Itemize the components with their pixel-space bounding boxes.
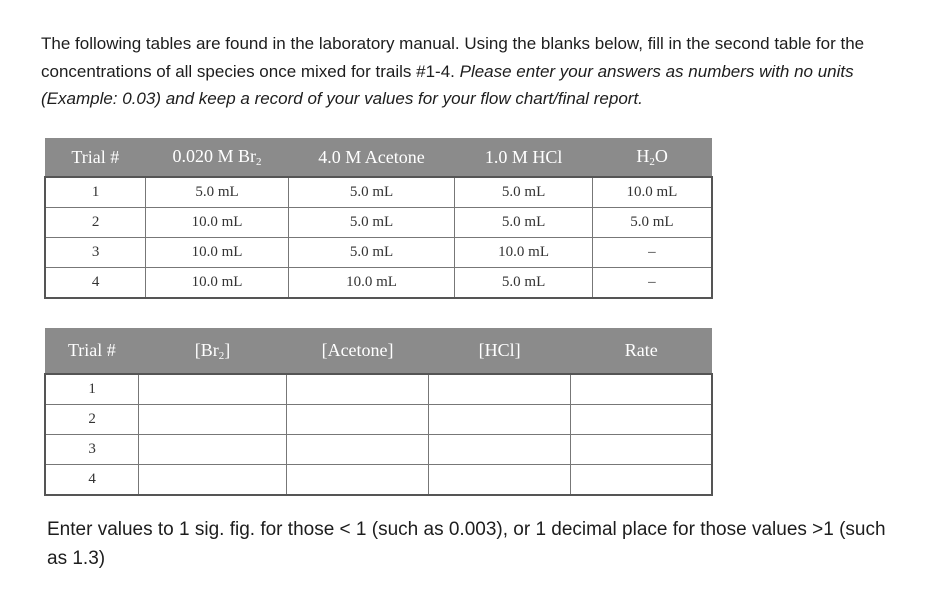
lab-manual-volumes-table [44,138,713,299]
cell-trial: 2 [45,405,139,435]
br2-answer-blank[interactable] [139,465,287,496]
cell-hcl: 5.0 mL [455,177,593,208]
header-acetone: 4.0 M Acetone [288,138,455,177]
header-acetone-concentration: [Acetone] [286,328,429,374]
instructions-italic-text: Please enter your answers as numbers with no units (Example: 0.03) and keep a record of your values for your flow chart/final report. [41,61,854,108]
header-br2: 0.020 M $Br_2$ [146,138,289,177]
header-rate: Rate [570,328,712,374]
br2-answer-blank[interactable] [139,405,287,435]
br2-answer-blank[interactable] [139,435,287,465]
br2-answer-blank[interactable] [139,374,287,405]
sig-fig-instructions: Enter values to 1 sig. fig. for those < 1 (such as 0.003), or 1 decimal place for those values >1 (such as 1.3) [47,519,886,569]
acetone-answer-blank[interactable] [286,465,429,496]
table-row [45,465,712,496]
table-header-row [45,138,712,177]
header-hcl-concentration: [HCl] [429,328,571,374]
cell-br2: 10.0 mL [146,268,289,299]
cell-hcl: 5.0 mL [455,208,593,238]
table-row [45,208,712,238]
cell-br2: 10.0 mL [146,208,289,238]
hcl-answer-blank[interactable] [429,435,571,465]
table-row [45,177,712,208]
cell-h2o: – [592,268,712,299]
rate-answer-blank[interactable] [570,405,712,435]
rate-answer-blank[interactable] [570,435,712,465]
cell-acetone: 5.0 mL [288,208,455,238]
cell-trial: 3 [45,435,139,465]
instructions-paragraph [41,30,921,113]
acetone-answer-blank[interactable] [286,405,429,435]
table-row [45,374,712,405]
cell-trial: 3 [45,238,146,268]
acetone-answer-blank[interactable] [286,435,429,465]
table-header-row [45,328,712,374]
header-hcl: 1.0 M HCl [455,138,593,177]
instructions-text: The following tables are found in the laboratory manual. Using the blanks below, fill in the second table for the concentrations of all species once mixed for trails #1-4. [41,34,865,81]
header-trial: Trial # [45,138,146,177]
cell-h2o: – [592,238,712,268]
header-trial: Trial # [45,328,139,374]
cell-hcl: 5.0 mL [455,268,593,299]
header-h2o: $H_2O$ [592,138,712,177]
table-row [45,435,712,465]
cell-trial: 2 [45,208,146,238]
cell-trial: 4 [45,268,146,299]
hcl-answer-blank[interactable] [429,405,571,435]
cell-hcl: 10.0 mL [455,238,593,268]
cell-trial: 1 [45,177,146,208]
cell-br2: 10.0 mL [146,238,289,268]
cell-h2o: 10.0 mL [592,177,712,208]
table-row [45,405,712,435]
table-row [45,238,712,268]
header-br2-concentration: $[Br_2]$ [139,328,287,374]
cell-h2o: 5.0 mL [592,208,712,238]
cell-acetone: 10.0 mL [288,268,455,299]
hcl-answer-blank[interactable] [429,465,571,496]
table-row [45,268,712,299]
cell-acetone: 5.0 mL [288,177,455,208]
concentrations-answer-table [44,328,713,496]
rate-answer-blank[interactable] [570,374,712,405]
hcl-answer-blank[interactable] [429,374,571,405]
rate-answer-blank[interactable] [570,465,712,496]
cell-trial: 4 [45,465,139,496]
acetone-answer-blank[interactable] [286,374,429,405]
cell-br2: 5.0 mL [146,177,289,208]
cell-acetone: 5.0 mL [288,238,455,268]
cell-trial: 1 [45,374,139,405]
